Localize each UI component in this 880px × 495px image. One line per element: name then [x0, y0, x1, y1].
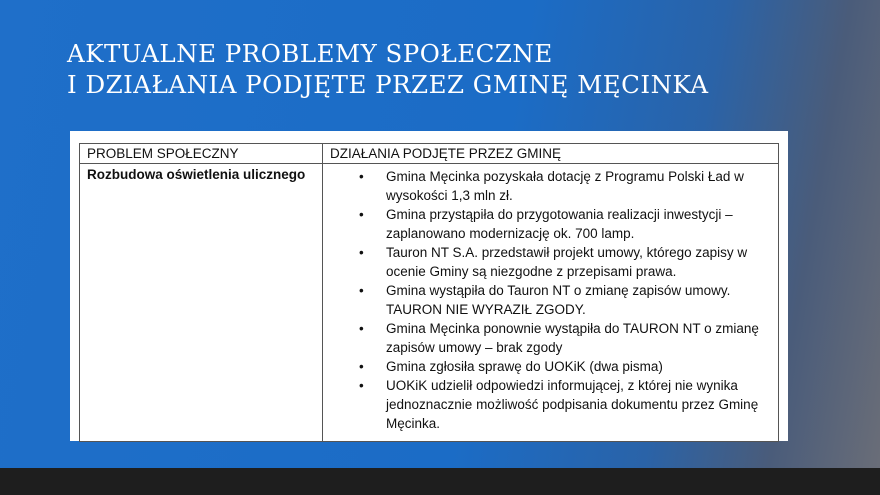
- slide-title: [67, 38, 709, 100]
- table-panel: [70, 131, 788, 441]
- header-actions: DZIAŁANIA PODJĘTE PRZEZ GMINĘ: [323, 144, 779, 164]
- header-problem: PROBLEM SPOŁECZNY: [80, 144, 323, 164]
- action-item: • Tauron NT S.A. przedstawił projekt umowy, którego zapisy w ocenie Gminy są niezgodne z przepisami prawa.: [329, 243, 770, 281]
- bottom-bar: [0, 468, 880, 495]
- slide-title-line-1: AKTUALNE PROBLEMY SPOŁECZNE: [67, 39, 553, 68]
- actions-list: [329, 167, 770, 433]
- table-header-row: [80, 144, 779, 164]
- problems-table: [79, 143, 779, 442]
- actions-cell: [323, 164, 779, 442]
- action-item: • UOKiK udzielił odpowiedzi informującej, z której nie wynika jednoznacznie możliwość podpisania dokumentu przez Gminę Męcinka.: [329, 376, 770, 433]
- action-item: • Gmina Męcinka pozyskała dotację z Programu Polski Ład w wysokości 1,3 mln zł.: [329, 167, 770, 205]
- action-item: • Gmina wystąpiła do Tauron NT o zmianę zapisów umowy. TAURON NIE WYRAZIŁ ZGODY.: [329, 281, 770, 319]
- action-item: • Gmina zgłosiła sprawę do UOKiK (dwa pisma): [329, 357, 770, 376]
- action-item: • Gmina przystąpiła do przygotowania realizacji inwestycji – zaplanowano modernizację ok. 700 lamp.: [329, 205, 770, 243]
- slide-title-line-2: I DZIAŁANIA PODJĘTE PRZEZ GMINĘ MĘCINKA: [67, 70, 709, 99]
- table-row: [80, 164, 779, 442]
- problem-cell: Rozbudowa oświetlenia ulicznego: [80, 164, 323, 442]
- action-item: • Gmina Męcinka ponownie wystąpiła do TAURON NT o zmianę zapisów umowy – brak zgody: [329, 319, 770, 357]
